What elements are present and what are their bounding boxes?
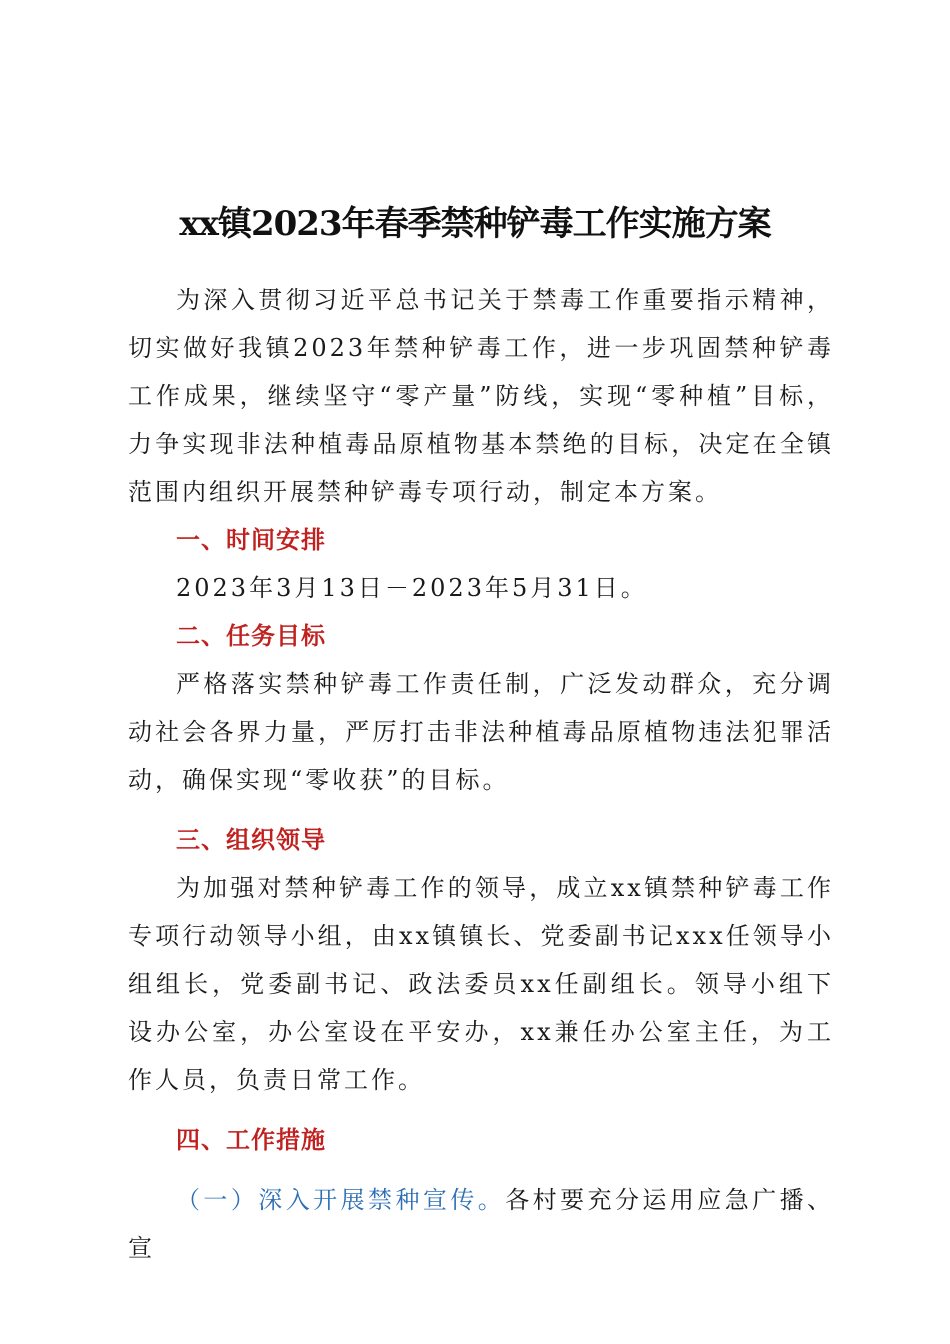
subsection-text-publicity: 各村要充分运用应急广播、宣 (128, 1186, 835, 1262)
intro-paragraph: 为深入贯彻习近平总书记关于禁毒工作重要指示精神，切实做好我镇2023年禁种铲毒工作，进一步巩固禁种铲毒工作成果，继续坚守“零产量”防线，实现“零种植”目标，力争实现非法种植毒品原植物基本禁绝的目标，决定在全镇范围内组织开展禁种铲毒专项行动，制定本方案。 (128, 286, 834, 506)
document-body (128, 276, 834, 1272)
section-heading-schedule: 一、时间安排 (176, 526, 326, 554)
document-title: xx镇2023年春季禁种铲毒工作实施方案 (179, 204, 771, 244)
section-heading-measures: 四、工作措施 (176, 1126, 326, 1154)
section-text-measures (128, 1176, 834, 1272)
section-heading-goals: 二、任务目标 (176, 622, 326, 650)
section-text-schedule: 2023年3月13日－2023年5月31日。 (176, 574, 648, 602)
subsection-heading-publicity: （一）深入开展禁种宣传。 (176, 1186, 506, 1214)
section-text-goals: 严格落实禁种铲毒工作责任制，广泛发动群众，充分调动社会各界力量，严厉打击非法种植毒品原植物违法犯罪活动，确保实现“零收获”的目标。 (128, 670, 834, 794)
section-text-leadership: 为加强对禁种铲毒工作的领导，成立xx镇禁种铲毒工作专项行动领导小组，由xx镇镇长、党委副书记xxx任领导小组组长，党委副书记、政法委员xx任副组长。领导小组下设办公室，办公室设在平安办，xx兼任办公室主任，为工作人员，负责日常工作。 (128, 874, 834, 1094)
section-heading-leadership: 三、组织领导 (176, 826, 326, 854)
